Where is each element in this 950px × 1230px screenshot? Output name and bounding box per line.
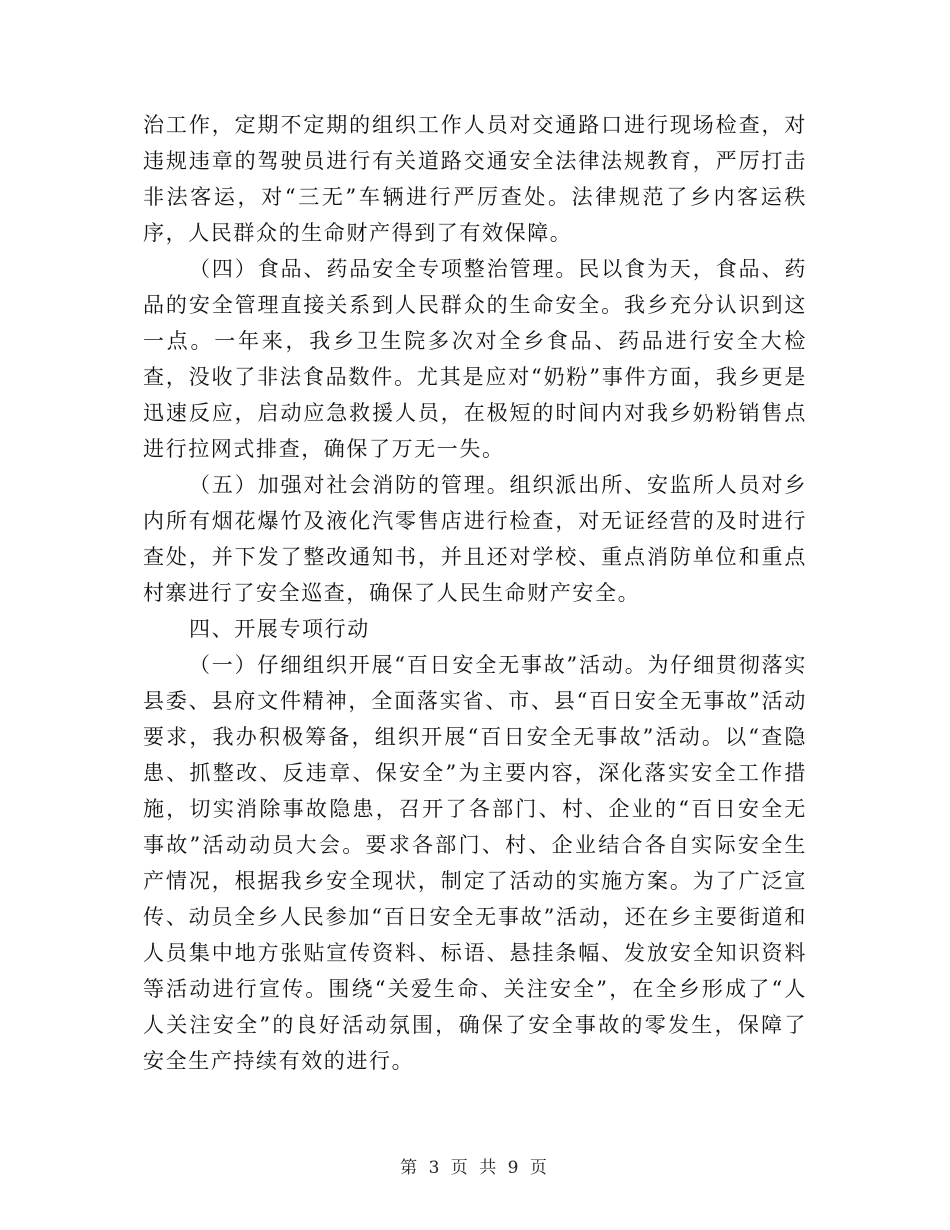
paragraph-traffic-continued: 治工作，定期不定期的组织工作人员对交通路口进行现场检查，对违规违章的驾驶员进行有关道路交通安全法律法规教育，严厉打击非法客运，对“三无”车辆进行严厉查处。法律规范了乡内客运秩序，人民群众的生命财产得到了有效保障。	[143, 113, 807, 245]
document-body	[143, 107, 807, 1079]
section-heading-special-actions: 四、开展专项行动	[189, 617, 370, 641]
page-number-footer: 第 3 页 共 9 页	[400, 1158, 550, 1178]
paragraph-fire-safety: （五）加强对社会消防的管理。组织派出所、安监所人员对乡内所有烟花爆竹及液化汽零售店进行检查，对无证经营的及时进行查处，并下发了整改通知书，并且还对学校、重点消防单位和重点村寨进行了安全巡查，确保了人民生命财产安全。	[143, 473, 807, 605]
paragraph-food-drug-safety: （四）食品、药品安全专项整治管理。民以食为天，食品、药品的安全管理直接关系到人民群众的生命安全。我乡充分认识到这一点。一年来，我乡卫生院多次对全乡食品、药品进行安全大检查，没收了非法食品数件。尤其是应对“奶粉”事件方面，我乡更是迅速反应，启动应急救援人员，在极短的时间内对我乡奶粉销售点进行拉网式排查，确保了万无一失。	[143, 257, 807, 461]
paragraph-hundred-days-campaign: （一）仔细组织开展“百日安全无事故”活动。为仔细贯彻落实县委、县府文件精神，全面落实省、市、县“百日安全无事故”活动要求，我办积极筹备，组织开展“百日安全无事故”活动。以“查隐患、抓整改、反违章、保安全”为主要内容，深化落实安全工作措施，切实消除事故隐患，召开了各部门、村、企业的“百日安全无事故”活动动员大会。要求各部门、村、企业结合各自实际安全生产情况，根据我乡安全现状，制定了活动的实施方案。为了广泛宣传、动员全乡人民参加“百日安全无事故”活动，还在乡主要街道和人员集中地方张贴宣传资料、标语、悬挂条幅、发放安全知识资料等活动进行宣传。围绕“关爱生命、关注安全”，在全乡形成了“人人关注安全”的良好活动氛围，确保了安全事故的零发生，保障了安全生产持续有效的进行。	[143, 653, 808, 1073]
